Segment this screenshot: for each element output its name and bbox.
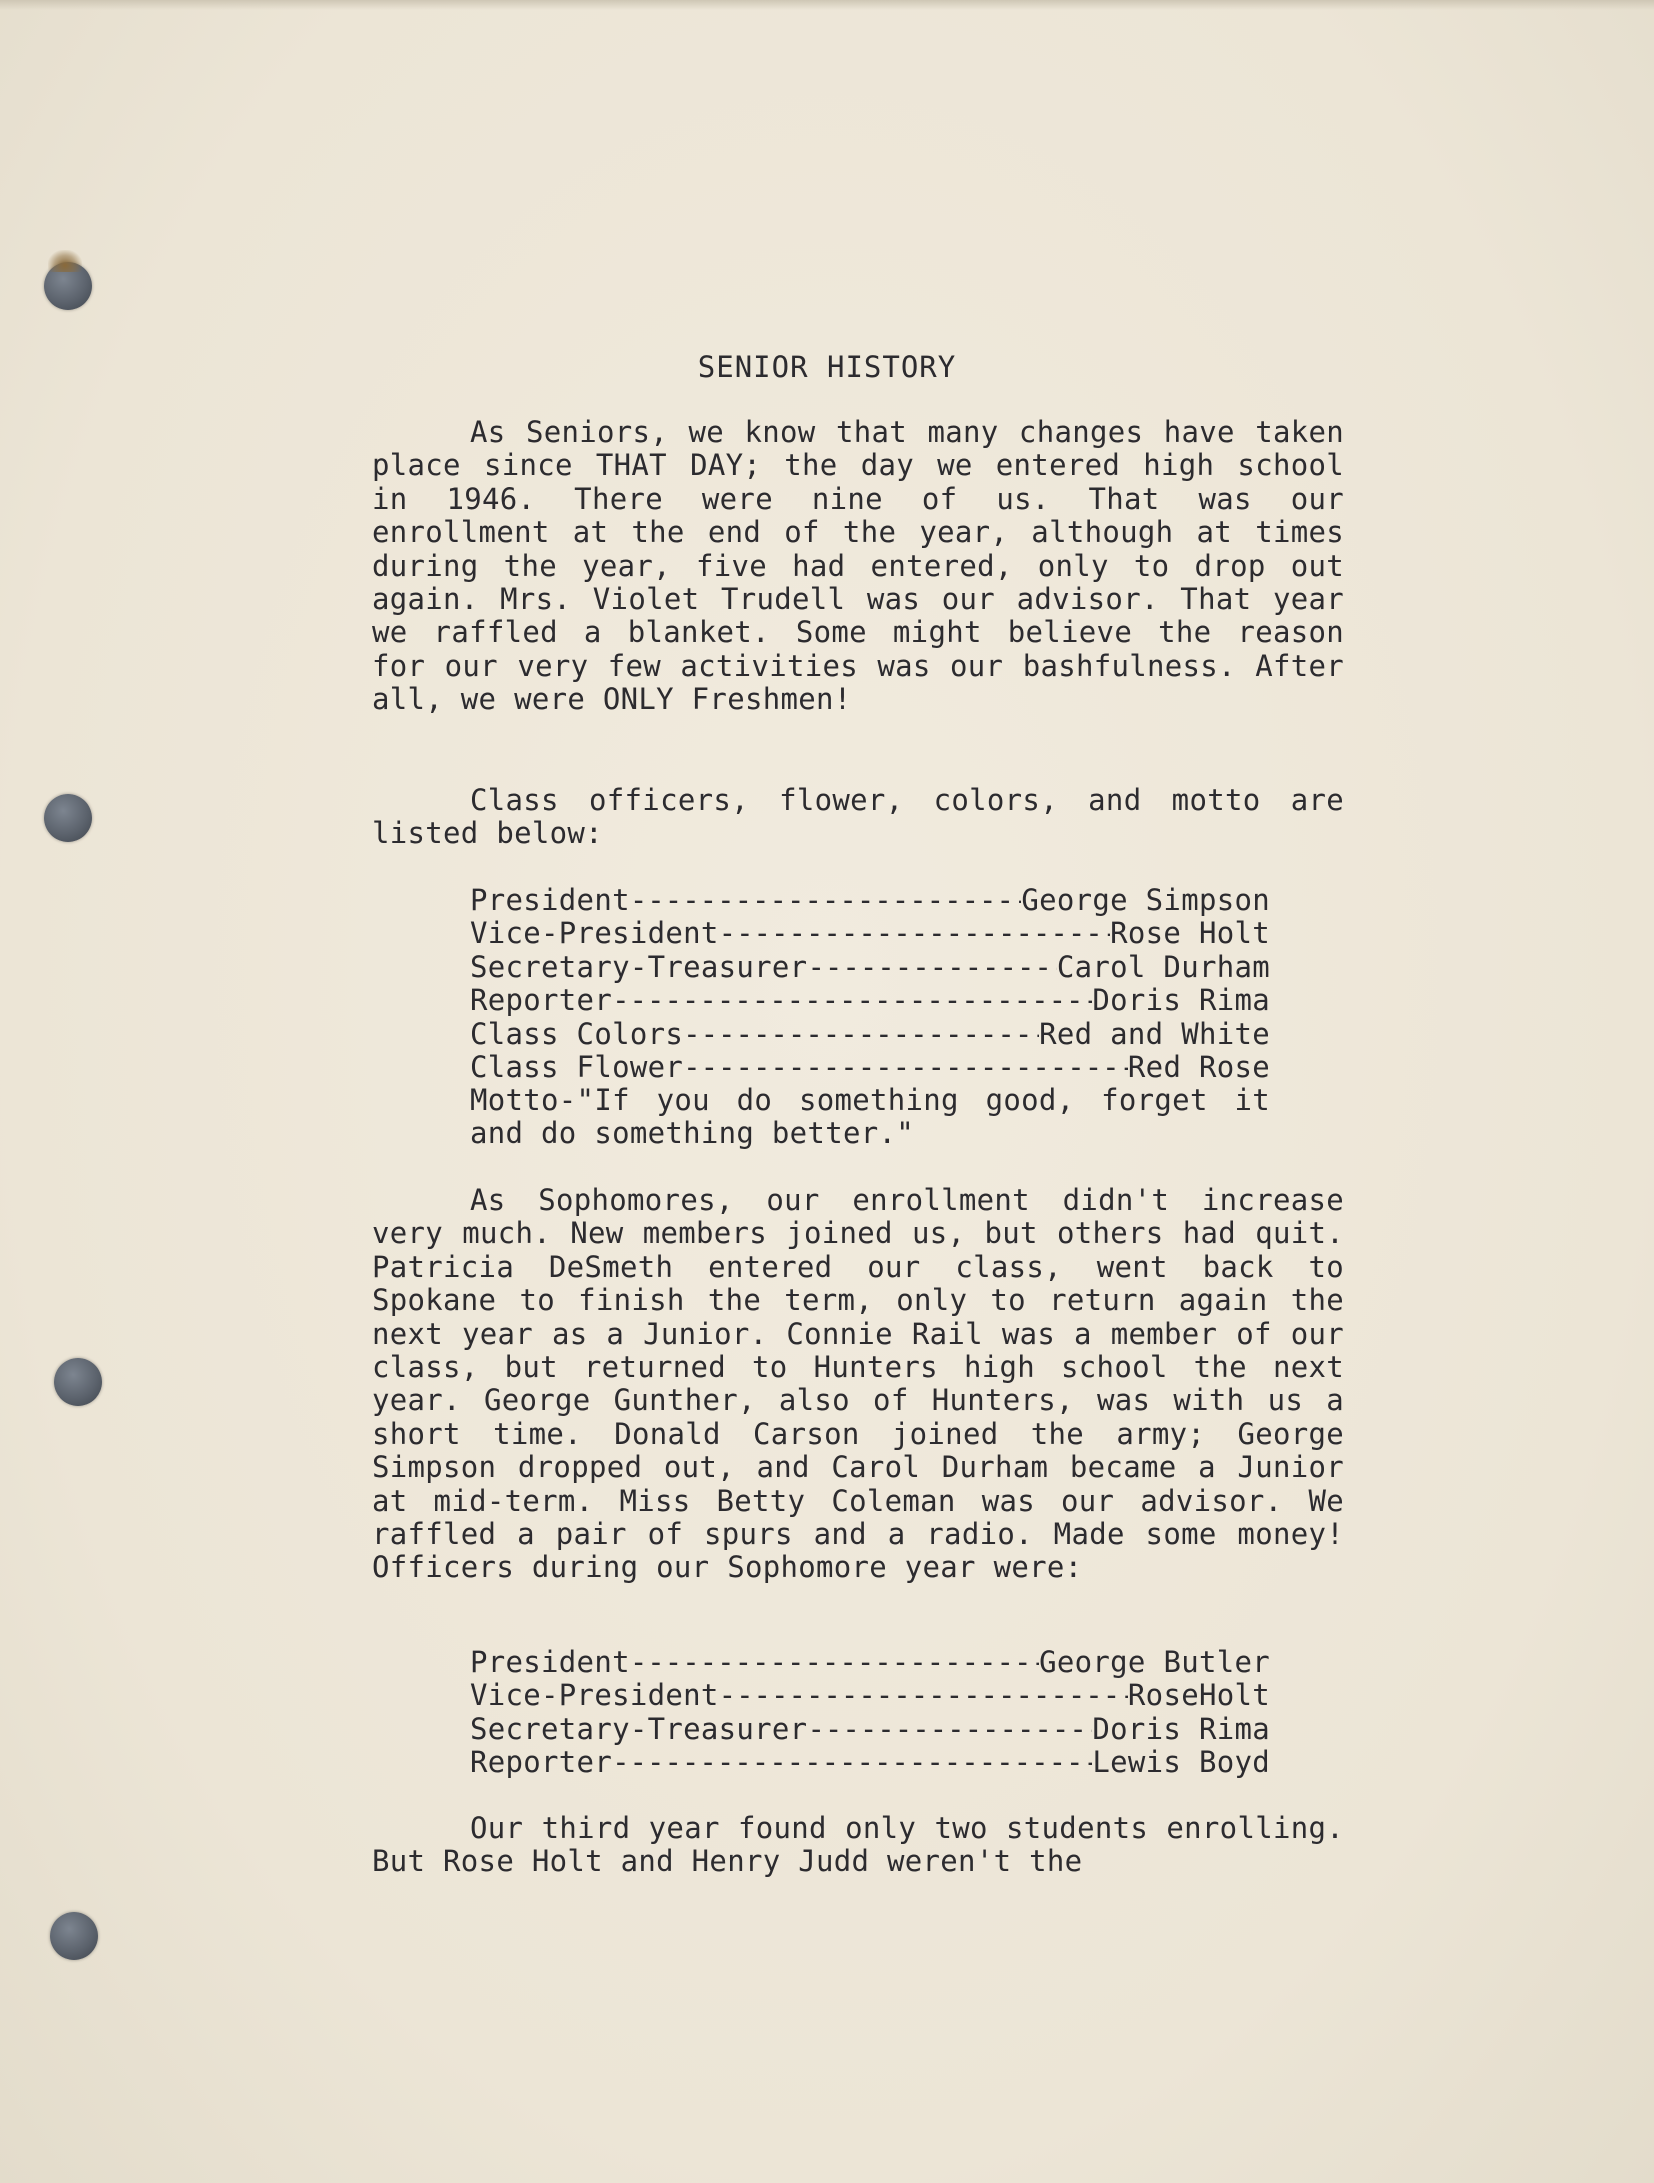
paragraph-freshman-text: As Seniors, we know that many changes have taken place since THAT DAY; the day we entered high school in 1946. There were nine of us. That was our enrollment at the end of the year, although at times during the year, five had entered, only to drop out again. Mrs. Violet Trudell was our advisor. That year we raffled a blanket. Some might believe the reason for our very few activities was our bashfulness. After all, we were ONLY Freshmen! <box>372 415 1344 717</box>
page-title: SENIOR HISTORY <box>697 350 957 384</box>
paragraph-sophomore-text: As Sophomores, our enrollment didn't increase very much. New members joined us, but others had quit. Patricia DeSmeth entered our class, went back to Spokane to finish the term, only to return again the next year as a Junior. Connie Rail was a member of our class, but returned to Hunters high school the next year. George Gunther, also of Hunters, was with us a short time. Donald Carson joined the army; George Simpson dropped out, and Carol Durham became a Junior at mid-term. Miss Betty Coleman was our advisor. We raffled a pair of spurs and a radio. Made some money! Officers during our Sophomore year were: <box>372 1183 1344 1585</box>
officer-role: Class Flower <box>470 1050 684 1085</box>
paragraph-freshman <box>372 416 1344 717</box>
class-motto: Motto-"If you do something good, forget it and do something better." <box>470 1083 1270 1151</box>
freshman-officers-list <box>470 884 1270 1084</box>
list-item <box>470 1051 1270 1084</box>
officer-role: Vice-President <box>470 1678 719 1713</box>
officer-role: Secretary-Treasurer <box>470 1711 808 1746</box>
officer-name: Carol Durham <box>1056 949 1270 984</box>
list-item <box>470 951 1270 984</box>
sophomore-officers-list <box>470 1646 1270 1780</box>
officer-role: President <box>470 1645 630 1679</box>
officer-role: Secretary-Treasurer <box>470 949 808 984</box>
officer-name: Doris Rima <box>1092 1711 1270 1746</box>
officer-name: Doris Rima <box>1092 983 1270 1018</box>
list-item <box>470 1646 1270 1679</box>
paragraph-officers-intro <box>372 784 1344 851</box>
officer-name: Rose Holt <box>1110 916 1270 951</box>
leader-dashes <box>630 1646 1039 1679</box>
list-item <box>470 884 1270 917</box>
punch-hole-4 <box>50 1912 98 1960</box>
leader-dashes <box>612 1746 1092 1779</box>
paragraph-officers-intro-text: Class officers, flower, colors, and motto are listed below: <box>372 783 1344 851</box>
page-top-edge <box>0 0 1654 10</box>
leader-dashes <box>683 1018 1039 1051</box>
paragraph-junior <box>372 1812 1344 1879</box>
leader-dashes <box>630 884 1022 917</box>
leader-dashes <box>807 1713 1092 1746</box>
officer-role: Class Colors <box>470 1016 684 1051</box>
paragraph-sophomore <box>372 1184 1344 1585</box>
punch-hole-3 <box>54 1358 102 1406</box>
punch-hole-2 <box>44 794 92 842</box>
leader-dashes <box>612 984 1092 1017</box>
leader-dashes <box>683 1051 1128 1084</box>
list-item <box>470 984 1270 1017</box>
officer-role: Vice-President <box>470 916 719 951</box>
list-item <box>470 1713 1270 1746</box>
punch-hole-1 <box>44 262 92 310</box>
leader-dashes <box>719 1679 1128 1712</box>
officer-role: Reporter <box>470 1745 613 1780</box>
leader-dashes <box>719 917 1111 950</box>
officer-name: RoseHolt <box>1127 1678 1270 1713</box>
list-item <box>470 917 1270 950</box>
paragraph-junior-text: Our third year found only two students enrolling. But Rose Holt and Henry Judd weren't the <box>372 1811 1344 1879</box>
officer-role: President <box>470 883 630 917</box>
list-item <box>470 1018 1270 1051</box>
officer-name: Red Rose <box>1127 1050 1270 1085</box>
officer-name: George Butler <box>1039 1645 1270 1679</box>
leader-dashes <box>807 951 1056 984</box>
list-item <box>470 1746 1270 1779</box>
officer-name: Lewis Boyd <box>1092 1745 1270 1780</box>
officer-name: Red and White <box>1039 1016 1270 1051</box>
list-item <box>470 1679 1270 1712</box>
officer-name: George Simpson <box>1021 883 1270 917</box>
officer-role: Reporter <box>470 983 613 1018</box>
